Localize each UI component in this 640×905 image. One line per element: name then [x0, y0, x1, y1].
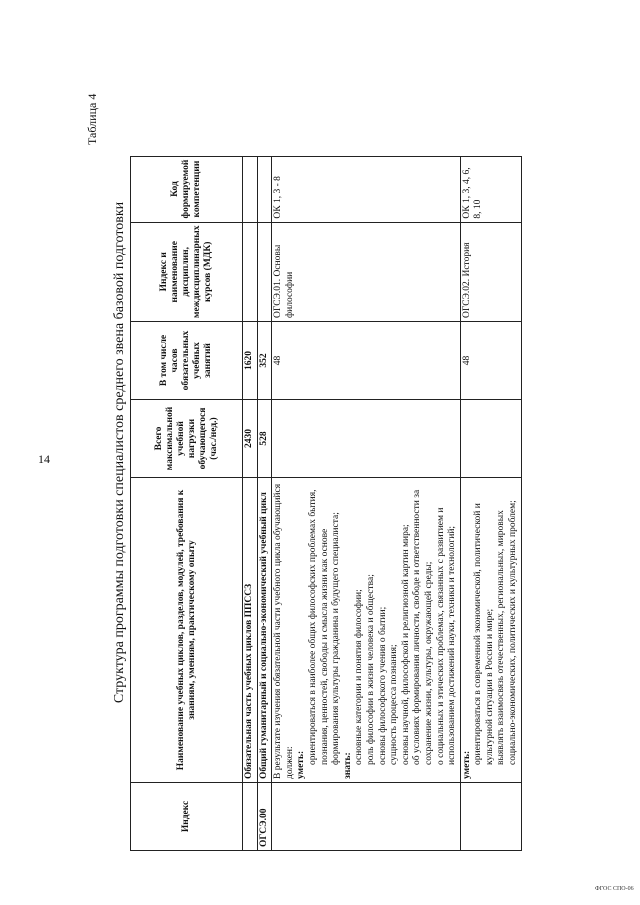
philosophy-requirements: [272, 478, 461, 783]
history-umet: уметь:: [461, 750, 472, 779]
philosophy-skill: ориентироваться в наиболее общих философских проблемах бытия, познания, ценностей, свободы и смысла жизни как основе формирования культуры гражданина и будущего специалиста;: [307, 489, 342, 765]
history-skill: выявлять взаимосвязь отечественных, региональных, мировых социально-экономических, политических и культурных проблем;: [496, 500, 519, 765]
history-requirements: [460, 478, 521, 783]
philosophy-intro: В результате изучения обязательной части учебного цикла обучающийся должен:: [273, 483, 295, 779]
philosophy-knowledge: основы философского учения о бытии;: [377, 606, 388, 765]
table-row: [243, 156, 258, 850]
ogse-name: Общий гуманитарный и социально-экономический учебный цикл: [257, 478, 272, 783]
history-skill: ориентироваться в современной экономической, политической и культурной ситуации в России и мире;: [473, 503, 495, 765]
mandatory-part-hours: 1620: [243, 322, 258, 400]
philosophy-knowledge: об условиях формирования личности, свободе и ответственности за сохранение жизни, культуры, окружающей среды;: [412, 489, 434, 765]
header-name: Наименование учебных циклов, разделов, модулей, требования к знаниям, умениям, практическому опыту: [131, 478, 243, 783]
header-index: Индекс: [131, 783, 243, 851]
document-code: ФГОС СПО-06: [595, 886, 634, 892]
ogse-hours: 352: [257, 322, 272, 400]
page-title: Структура программы подготовки специалистов среднего звена базовой подготовки: [112, 201, 127, 704]
philosophy-knowledge: основные категории и понятия философии;: [354, 589, 365, 765]
philosophy-znat: знать:: [342, 752, 353, 779]
history-hours: 48: [460, 322, 521, 400]
table-row: [257, 156, 272, 850]
philosophy-knowledge: роль философии в жизни человека и общества;: [365, 574, 376, 765]
page-number: 14: [38, 452, 50, 466]
history-discipline: ОГСЭ.02. История: [460, 222, 521, 321]
header-mandatory: В том числе часов обязательных учебных занятий: [131, 322, 243, 400]
history-competence: ОК 1, 3, 4, 6, 8, 10: [460, 156, 521, 222]
header-row: [131, 156, 243, 850]
mandatory-part-name: Обязательная часть учебных циклов ППССЗ: [243, 478, 258, 783]
philosophy-knowledge: о социальных и этических проблемах, связанных с развитием и использованием достижений науки, техники и технологий;: [435, 507, 458, 765]
mandatory-part-total: 2430: [243, 400, 258, 478]
header-discipline: Индекс и наименование дисциплин, междисциплинарных курсов (МДК): [131, 222, 243, 321]
ogse-total: 528: [257, 400, 272, 478]
ogse-index: ОГСЭ.00: [257, 783, 272, 851]
philosophy-competence: ОК 1, 3 - 8: [272, 156, 461, 222]
philosophy-discipline: ОГСЭ.01. Основы философии: [272, 222, 461, 321]
curriculum-table: [130, 156, 522, 851]
table-row: [272, 156, 461, 850]
philosophy-knowledge: основы научной, философской и религиозной картин мира;: [400, 524, 411, 765]
philosophy-knowledge: сущность процесса познания;: [389, 644, 400, 765]
table-label: Таблица 4: [85, 93, 99, 145]
table-row: [460, 156, 521, 850]
philosophy-umet: уметь:: [296, 750, 307, 779]
philosophy-hours: 48: [272, 322, 461, 400]
header-total: Всего максимальной учебной нагрузки обучающегося (час./нед.): [131, 400, 243, 478]
header-competence: Код формируемой компетенции: [131, 156, 243, 222]
